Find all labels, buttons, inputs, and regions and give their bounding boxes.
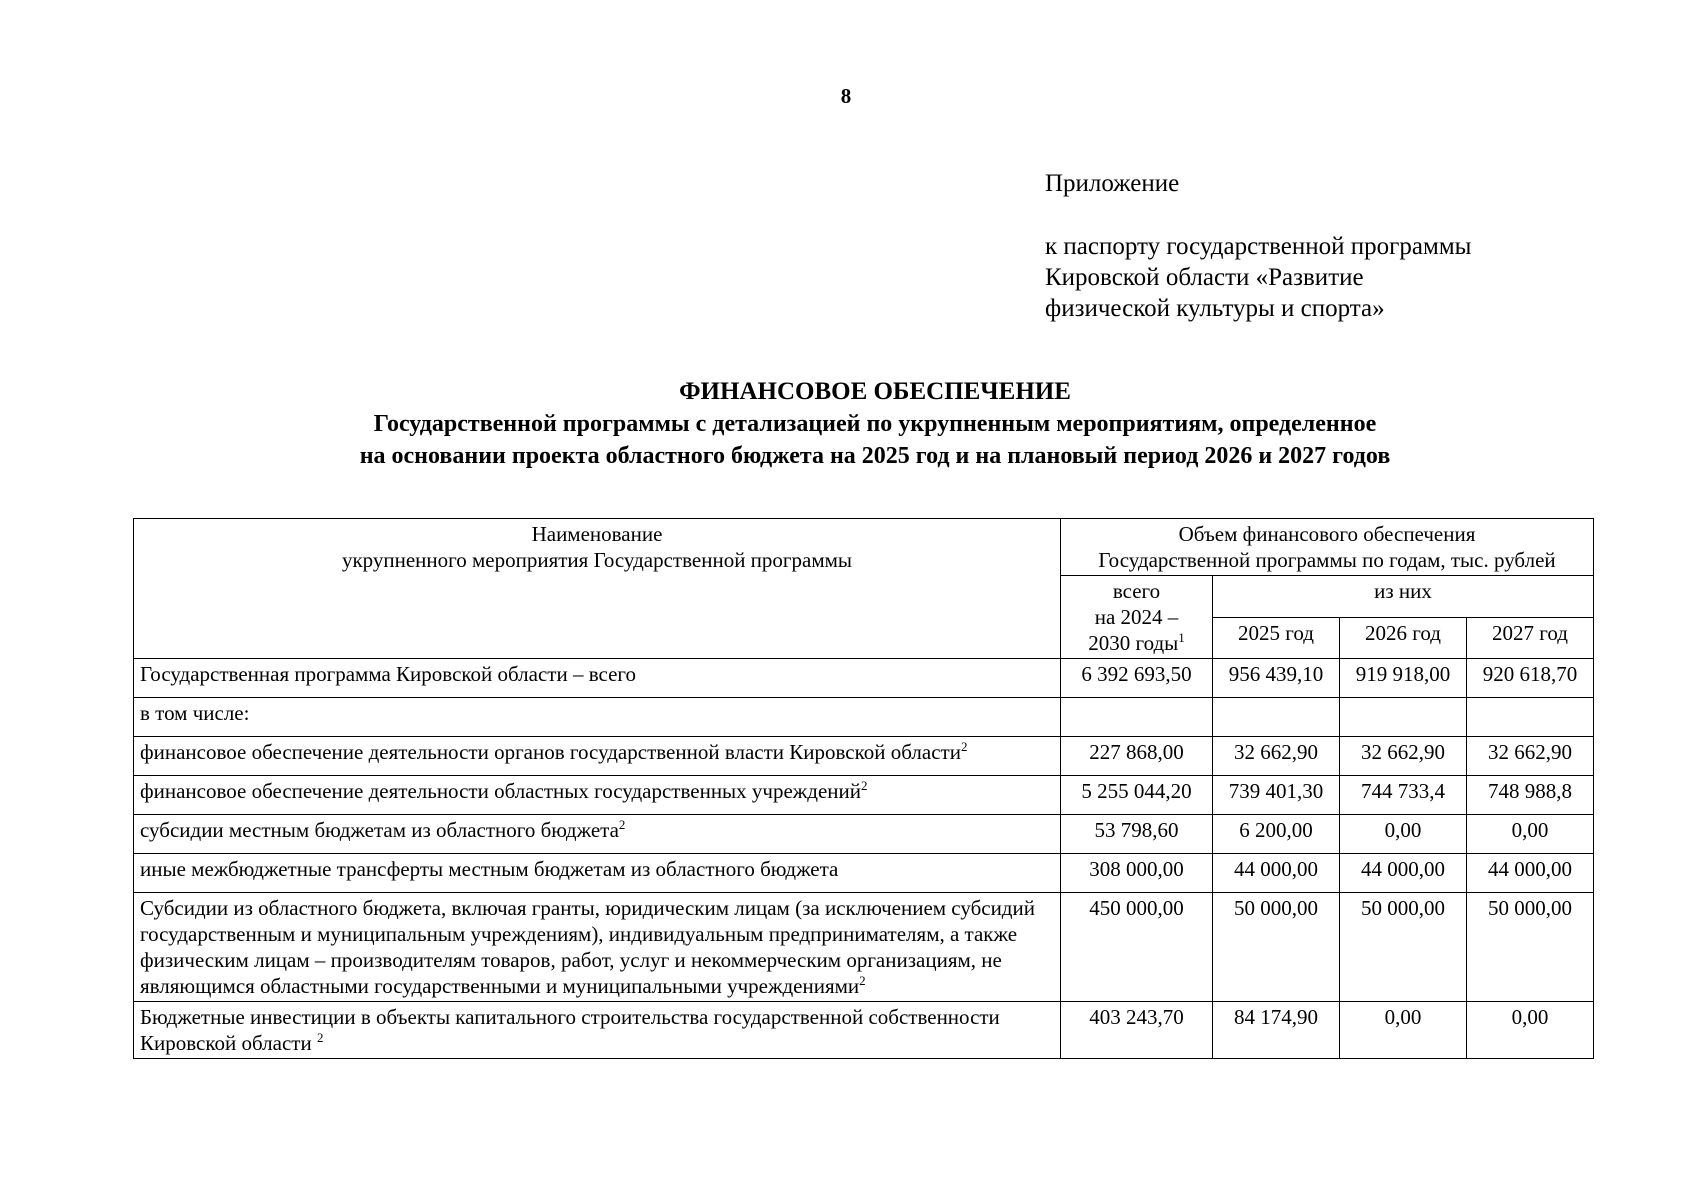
header-total-years: 2030 годы <box>1088 631 1179 655</box>
table-header-row <box>134 519 1594 576</box>
row-2027-cell: 50 000,00 <box>1467 893 1594 1002</box>
header-name-cell <box>134 519 1061 659</box>
row-total-cell: 227 868,00 <box>1061 737 1213 776</box>
appendix-spacer <box>1045 199 1471 231</box>
appendix-title: Приложение <box>1045 170 1180 197</box>
row-name: финансовое обеспечение деятельности областных государственных учреждений <box>140 779 862 803</box>
row-total-cell: 308 000,00 <box>1061 854 1213 893</box>
row-2027-cell: 0,00 <box>1467 1002 1594 1059</box>
header-name-line: укрупненного мероприятия Государственной программы <box>341 548 853 572</box>
row-2027-cell: 44 000,00 <box>1467 854 1594 893</box>
row-2027-cell: 32 662,90 <box>1467 737 1594 776</box>
table-row <box>134 698 1594 737</box>
table-row <box>134 737 1594 776</box>
table-row <box>134 659 1594 698</box>
row-name-cell <box>134 698 1061 737</box>
row-2026-cell: 0,00 <box>1340 815 1467 854</box>
row-2026-cell <box>1340 698 1467 737</box>
table-row <box>134 815 1594 854</box>
row-name: субсидии местным бюджетам из областного бюджета <box>140 818 619 842</box>
row-2027-cell: 748 988,8 <box>1467 776 1594 815</box>
footnote-marker: 1 <box>1178 630 1185 645</box>
row-name-cell <box>134 1002 1061 1059</box>
header-total-cell <box>1061 576 1213 659</box>
row-2025-cell: 956 439,10 <box>1213 659 1340 698</box>
header-total-line <box>1067 630 1206 656</box>
appendix-line: Кировской области «Развитие <box>1045 264 1364 291</box>
row-name: в том числе: <box>140 701 250 725</box>
table-row <box>134 854 1594 893</box>
header-year-2027: 2027 год <box>1467 617 1594 659</box>
row-2027-cell: 0,00 <box>1467 815 1594 854</box>
header-volume-line: Объем финансового обеспечения <box>1178 522 1476 546</box>
row-2025-cell: 44 000,00 <box>1213 854 1340 893</box>
appendix-line: к паспорту государственной программы <box>1045 233 1472 260</box>
row-2025-cell: 32 662,90 <box>1213 737 1340 776</box>
header-volume-cell <box>1061 519 1594 576</box>
header-year-2025: 2025 год <box>1213 617 1340 659</box>
row-2025-cell: 50 000,00 <box>1213 893 1340 1002</box>
row-name: иные межбюджетные трансферты местным бюджетам из областного бюджета <box>140 857 839 881</box>
table-row <box>134 776 1594 815</box>
footnote-marker: 2 <box>859 973 866 988</box>
row-total-cell: 6 392 693,50 <box>1061 659 1213 698</box>
header-total-line: всего <box>1112 579 1161 603</box>
footnote-marker: 2 <box>960 739 968 754</box>
row-name-cell <box>134 659 1061 698</box>
heading-line: Государственной программы с детализацией по укрупненным мероприятиям, определенное <box>373 411 1377 437</box>
table-row <box>134 1002 1594 1059</box>
row-name-cell <box>134 815 1061 854</box>
appendix-line: физической культуры и спорта» <box>1045 295 1385 322</box>
row-2025-cell: 739 401,30 <box>1213 776 1340 815</box>
row-name-cell <box>134 854 1061 893</box>
row-total-cell <box>1061 698 1213 737</box>
row-total-cell: 5 255 044,20 <box>1061 776 1213 815</box>
header-total-line: на 2024 – <box>1094 605 1179 629</box>
row-2025-cell: 84 174,90 <box>1213 1002 1340 1059</box>
row-name: Субсидии из областного бюджета, включая гранты, юридическим лицам (за исключением субсидий государственным и муниципальным учреждениям), индивидуальным предпринимателям, а также физическим лицам – производителям товаров, работ, услуг и некоммерческим организациям, не являющимся областными государственными и муниципальными учреждениями <box>140 896 1035 998</box>
row-2025-cell: 6 200,00 <box>1213 815 1340 854</box>
table-row <box>134 893 1594 1002</box>
footnote-marker: 2 <box>618 817 626 832</box>
row-2027-cell: 920 618,70 <box>1467 659 1594 698</box>
row-2026-cell: 50 000,00 <box>1340 893 1467 1002</box>
document-heading <box>150 376 1600 472</box>
row-total-cell: 403 243,70 <box>1061 1002 1213 1059</box>
row-name-cell <box>134 776 1061 815</box>
appendix-block <box>1045 168 1471 324</box>
page-number: 8 <box>840 84 852 108</box>
row-2026-cell: 32 662,90 <box>1340 737 1467 776</box>
row-name: Государственная программа Кировской области – всего <box>140 662 637 686</box>
row-2025-cell <box>1213 698 1340 737</box>
row-name-cell <box>134 737 1061 776</box>
header-of-them-cell: из них <box>1213 576 1594 618</box>
row-2026-cell: 744 733,4 <box>1340 776 1467 815</box>
footnote-marker: 2 <box>861 778 868 793</box>
heading-title: ФИНАНСОВОЕ ОБЕСПЕЧЕНИЕ <box>679 378 1071 405</box>
row-name-cell <box>134 893 1061 1002</box>
row-total-cell: 53 798,60 <box>1061 815 1213 854</box>
row-total-cell: 450 000,00 <box>1061 893 1213 1002</box>
row-2026-cell: 44 000,00 <box>1340 854 1467 893</box>
header-name-line: Наименование <box>531 522 663 546</box>
row-2026-cell: 0,00 <box>1340 1002 1467 1059</box>
row-name: финансовое обеспечение деятельности органов государственной власти Кировской области <box>140 740 961 764</box>
row-name: Бюджетные инвестиции в объекты капитального строительства государственной собственности Кировской области <box>140 1005 1000 1055</box>
footnote-marker: 2 <box>316 1030 324 1045</box>
row-2026-cell: 919 918,00 <box>1340 659 1467 698</box>
row-2027-cell <box>1467 698 1594 737</box>
header-volume-line: Государственной программы по годам, тыс. рублей <box>1098 548 1556 572</box>
header-year-2026: 2026 год <box>1340 617 1467 659</box>
finance-table <box>133 518 1594 1059</box>
heading-line: на основании проекта областного бюджета на 2025 год и на плановый период 2026 и 2027 годов <box>359 443 1391 469</box>
